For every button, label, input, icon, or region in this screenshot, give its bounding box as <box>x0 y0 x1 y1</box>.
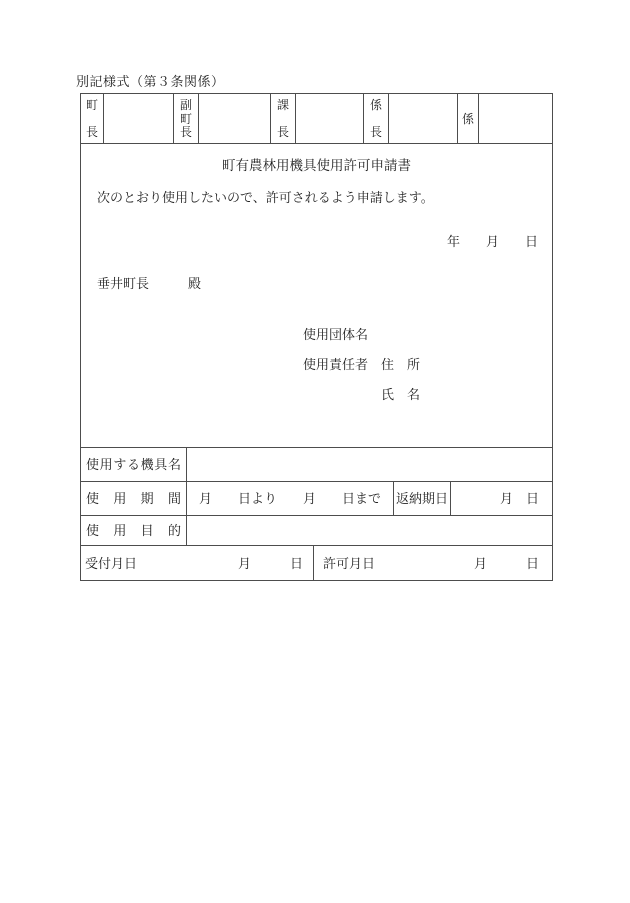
approval-stamp-deputy-mayor <box>199 94 271 143</box>
approval-label-section-chief <box>271 94 296 143</box>
return-date-label-cell: 返納期日 <box>394 482 451 515</box>
period-row <box>81 481 552 515</box>
permitted-date-value: 月 日 <box>473 555 539 571</box>
approval-label-mayor-text: 町 長 <box>85 98 98 139</box>
equipment-row <box>81 447 552 481</box>
addressee-line: 垂井町長 殿 <box>97 276 202 291</box>
permitted-date-cell <box>314 546 552 580</box>
form-caption: 別記様式（第３条関係） <box>76 74 225 89</box>
approval-stamp-section-chief <box>296 94 364 143</box>
equipment-label: 使 用 す る 機 具 名 <box>86 457 181 472</box>
approval-stamp-staff <box>479 94 552 143</box>
equipment-value-cell <box>187 448 552 481</box>
approval-label-subsection-chief-text: 係 長 <box>369 98 382 139</box>
approval-label-section-chief-text: 課 長 <box>276 98 289 139</box>
received-date-value: 月 日 <box>237 555 303 571</box>
period-value-cell: 月 日より 月 日まで <box>187 482 394 515</box>
purpose-label-cell <box>81 516 187 545</box>
approval-label-subsection-chief <box>364 94 389 143</box>
approval-stamp-mayor <box>104 94 174 143</box>
approval-stamp-subsection-chief <box>389 94 458 143</box>
approval-label-deputy-mayor-text: 副 町 長 <box>179 98 192 139</box>
received-date-label: 受付月日 <box>85 555 138 571</box>
approval-stamp-table <box>81 94 552 144</box>
application-main-box <box>81 144 552 447</box>
purpose-row <box>81 515 552 545</box>
org-name-label: 使用団体名 <box>303 327 369 342</box>
permitted-date-label: 許可月日 <box>323 555 376 571</box>
period-label: 使 用 期 間 <box>86 491 181 506</box>
approval-label-staff-text: 係 <box>461 111 474 126</box>
received-date-cell <box>81 546 314 580</box>
name-label: 氏 名 <box>381 387 421 402</box>
purpose-value-cell <box>187 516 552 545</box>
date-line: 年 月 日 <box>446 234 538 249</box>
purpose-label: 使 用 目 的 <box>86 523 181 538</box>
application-form <box>80 93 553 581</box>
responsible-person-label: 使用責任者 住 所 <box>303 357 421 372</box>
period-label-cell <box>81 482 187 515</box>
form-title: 町有農林用機具使用許可申請書 <box>222 158 411 173</box>
return-date-value-cell: 月 日 <box>499 491 539 506</box>
form-body-text: 次のとおり使用したいので、許可されるよう申請します。 <box>97 190 434 205</box>
equipment-label-cell <box>81 448 187 481</box>
approval-label-staff <box>458 94 479 143</box>
approval-label-mayor <box>81 94 104 143</box>
office-dates-row <box>81 545 552 580</box>
approval-label-deputy-mayor <box>174 94 199 143</box>
